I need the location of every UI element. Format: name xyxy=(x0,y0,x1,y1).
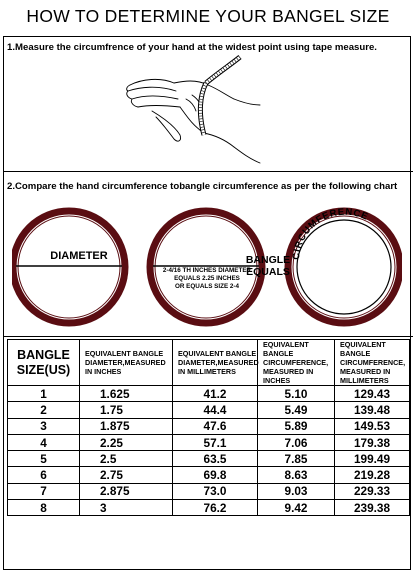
table-header-row xyxy=(8,340,410,386)
diameter-inches-cell: 1.75 xyxy=(80,402,173,418)
size-cell: 8 xyxy=(8,500,80,516)
diameter-inches-cell: 2.875 xyxy=(80,483,173,499)
section-divider xyxy=(3,336,413,337)
circumference-inches-cell: 7.85 xyxy=(258,451,335,467)
diameter-inches-cell: 2.25 xyxy=(80,434,173,450)
circumference-inches-cell: 8.63 xyxy=(258,467,335,483)
size-cell: 1 xyxy=(8,386,80,402)
diameter-note: 2-4/16 TH INCHES DIAMETER EQUALS 2.25 INCHES OR EQUALS SIZE 2-4 xyxy=(162,267,252,290)
circumference-inches-cell: 5.49 xyxy=(258,402,335,418)
circumference-mm-cell: 229.33 xyxy=(335,483,410,499)
header-diameter-mm: EQUIVALENT BANGLE DIAMETER,MEASURED IN MILLIMETERS xyxy=(173,340,258,386)
circumference-mm-cell: 149.53 xyxy=(335,418,410,434)
diameter-mm-cell: 41.2 xyxy=(173,386,258,402)
table-row xyxy=(8,451,410,467)
step-1-instruction: 1.Measure the circumfrence of your hand at the widest point using tape measure. xyxy=(7,42,377,53)
diameter-mm-cell: 73.0 xyxy=(173,483,258,499)
hand-tape-measure-illustration xyxy=(122,55,262,170)
header-circumference-mm: EQUIVALENT BANGLE CIRCUMFERENCE, MEASURED IN MILLIMETERS xyxy=(335,340,410,386)
diameter-label: DIAMETER xyxy=(50,250,108,262)
bangle-equals-label: BANGLE EQUALS xyxy=(245,254,291,278)
circumference-mm-cell: 239.38 xyxy=(335,500,410,516)
diameter-mm-cell: 76.2 xyxy=(173,500,258,516)
header-circumference-inches: EQUIVALENT BANGLE CIRCUMFERENCE, MEASURED IN INCHES xyxy=(258,340,335,386)
diameter-ring xyxy=(13,211,125,323)
size-cell: 6 xyxy=(8,467,80,483)
diameter-mm-cell: 47.6 xyxy=(173,418,258,434)
size-cell: 4 xyxy=(8,434,80,450)
table-row xyxy=(8,434,410,450)
table-row xyxy=(8,402,410,418)
circumference-inches-cell: 5.89 xyxy=(258,418,335,434)
diameter-mm-cell: 63.5 xyxy=(173,451,258,467)
circumference-inches-cell: 9.42 xyxy=(258,500,335,516)
step-2-instruction: 2.Compare the hand circumference tobangle circumference as per the following chart xyxy=(7,181,398,192)
bangle-size-table xyxy=(7,339,410,516)
diameter-mm-cell: 69.8 xyxy=(173,467,258,483)
size-cell: 5 xyxy=(8,451,80,467)
diameter-inches-cell: 1.875 xyxy=(80,418,173,434)
diameter-inches-cell: 1.625 xyxy=(80,386,173,402)
header-diameter-inches: EQUIVALENT BANGLE DIAMETER,MEASURED IN INCHES xyxy=(80,340,173,386)
size-cell: 2 xyxy=(8,402,80,418)
circumference-mm-cell: 139.48 xyxy=(335,402,410,418)
diameter-mm-cell: 57.1 xyxy=(173,434,258,450)
diameter-inches-cell: 3 xyxy=(80,500,173,516)
circumference-mm-cell: 199.49 xyxy=(335,451,410,467)
header-bangle-size: BANGLE SIZE(US) xyxy=(8,340,80,386)
size-cell: 7 xyxy=(8,483,80,499)
circumference-inches-cell: 5.10 xyxy=(258,386,335,402)
table-row xyxy=(8,483,410,499)
diameter-inches-cell: 2.5 xyxy=(80,451,173,467)
circumference-inches-cell: 7.06 xyxy=(258,434,335,450)
table-row xyxy=(8,386,410,402)
diameter-mm-cell: 44.4 xyxy=(173,402,258,418)
section-divider xyxy=(3,171,413,172)
circumference-label: CIRCUMFERENCE xyxy=(290,206,370,261)
page-title: HOW TO DETERMINE YOUR BANGEL SIZE xyxy=(26,6,390,26)
table-row xyxy=(8,467,410,483)
size-cell: 3 xyxy=(8,418,80,434)
circumference-mm-cell: 129.43 xyxy=(335,386,410,402)
table-row xyxy=(8,418,410,434)
circumference-inches-cell: 9.03 xyxy=(258,483,335,499)
table-row xyxy=(8,500,410,516)
circumference-mm-cell: 179.38 xyxy=(335,434,410,450)
diameter-inches-cell: 2.75 xyxy=(80,467,173,483)
circumference-mm-cell: 219.28 xyxy=(335,467,410,483)
